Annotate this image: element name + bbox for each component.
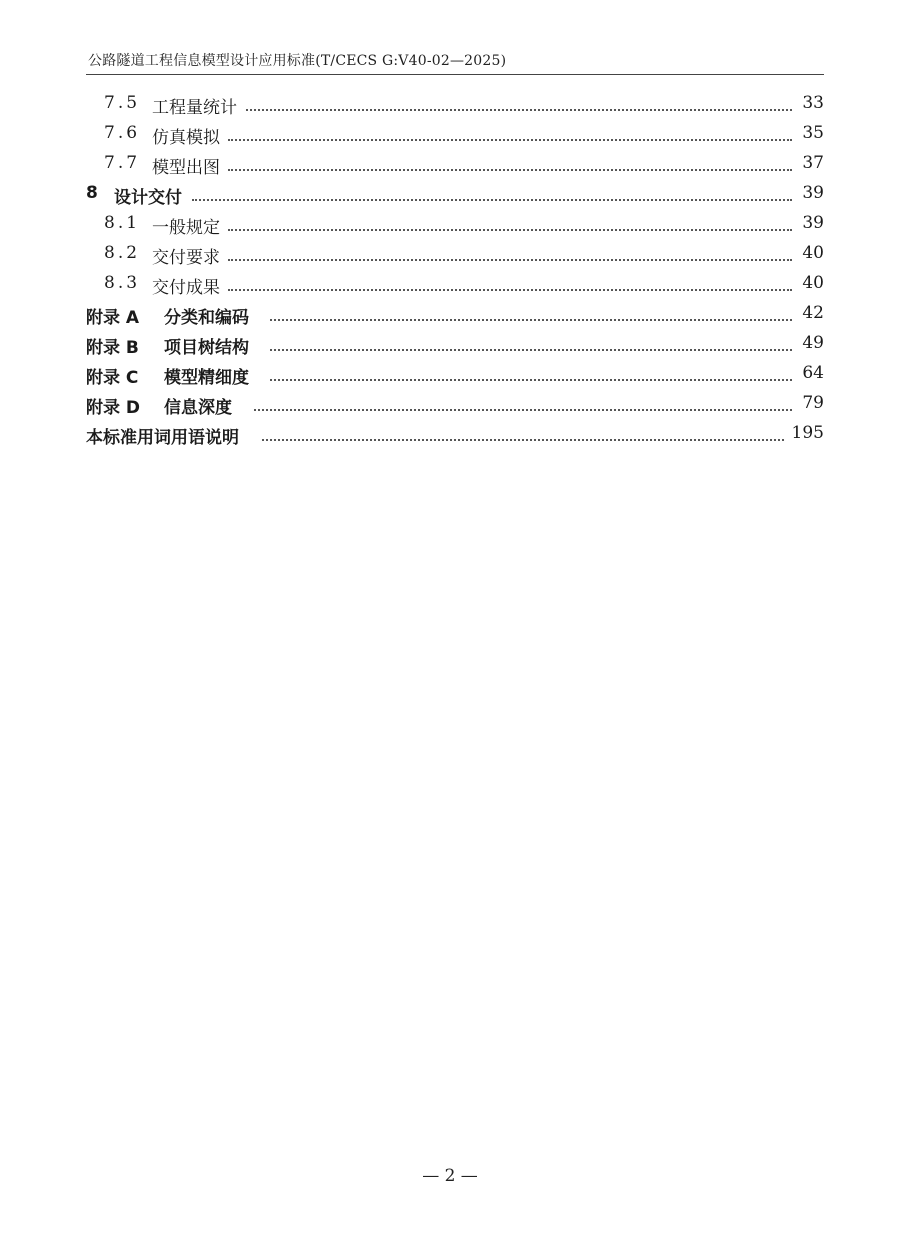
toc-entry-number: 附录 B [86,338,139,358]
toc-dot-leader [228,247,792,261]
toc-dot-leader [228,277,792,291]
toc-entry-number: 7.5 [104,93,141,113]
running-header-title: 公路隧道工程信息模型设计应用标准(T/CECS G:V40-02—2025) [88,53,507,69]
toc-entry-page: 39 [802,183,824,203]
toc-entry-number: 7.7 [104,153,141,173]
toc-entry-title: 工程量统计 [152,98,237,118]
toc-entry-7-5[interactable] [0,89,900,119]
toc-entry-page: 49 [802,333,824,353]
toc-entry-8[interactable] [0,179,900,209]
toc-entry-title: 仿真模拟 [152,128,220,148]
toc-entry-8-3[interactable] [0,269,900,299]
toc-dot-leader [262,427,784,441]
toc-entry-title: 模型出图 [152,158,220,178]
toc-entry-number: 附录 D [86,398,141,418]
toc-entry-7-6[interactable] [0,119,900,149]
toc-entry-page: 39 [802,213,824,233]
toc-entry-number: 8.2 [104,243,141,263]
header-rule [86,74,824,75]
toc-entry-title: 项目树结构 [164,338,249,358]
toc-entry-number: 8 [86,183,98,203]
toc-dot-leader [270,337,792,351]
toc-entry-number: 附录 C [86,368,139,388]
toc-entry-page: 42 [802,303,824,323]
toc-entry-appendix-a[interactable] [0,299,900,329]
toc-entry-7-7[interactable] [0,149,900,179]
toc-entry-page: 37 [802,153,824,173]
toc-entry-number: 8.3 [104,273,141,293]
toc-entry-title: 本标准用词用语说明 [86,428,239,448]
toc-entry-appendix-c[interactable] [0,359,900,389]
toc-entry-title: 一般规定 [152,218,220,238]
toc-entry-title: 分类和编码 [164,308,249,328]
toc-dot-leader [192,187,792,201]
toc-dot-leader [254,397,792,411]
toc-entry-title: 交付要求 [152,248,220,268]
toc-entry-title: 设计交付 [114,188,182,208]
toc-entry-title: 交付成果 [152,278,220,298]
toc-entry-page: 35 [802,123,824,143]
toc-entry-page: 33 [802,93,824,113]
toc-entry-number: 8.1 [104,213,141,233]
toc-entry-page: 40 [802,273,824,293]
toc-dot-leader [228,127,792,141]
toc-dot-leader [228,157,792,171]
toc-entry-title: 信息深度 [164,398,232,418]
toc-entry-page: 79 [802,393,824,413]
toc-dot-leader [246,97,792,111]
toc-entry-8-2[interactable] [0,239,900,269]
toc-dot-leader [270,307,792,321]
toc-entry-terms-explanation[interactable] [0,419,900,449]
toc-entry-number: 7.6 [104,123,141,143]
toc-dot-leader [228,217,792,231]
toc-entry-number: 附录 A [86,308,140,328]
toc-dot-leader [270,367,792,381]
toc-entry-8-1[interactable] [0,209,900,239]
toc-entry-title: 模型精细度 [164,368,249,388]
toc-entry-page: 195 [791,423,824,443]
toc-entry-page: 64 [802,363,824,383]
toc-entry-page: 40 [802,243,824,263]
toc-entry-appendix-b[interactable] [0,329,900,359]
toc-entry-appendix-d[interactable] [0,389,900,419]
page-number: — 2 — [422,1166,478,1186]
